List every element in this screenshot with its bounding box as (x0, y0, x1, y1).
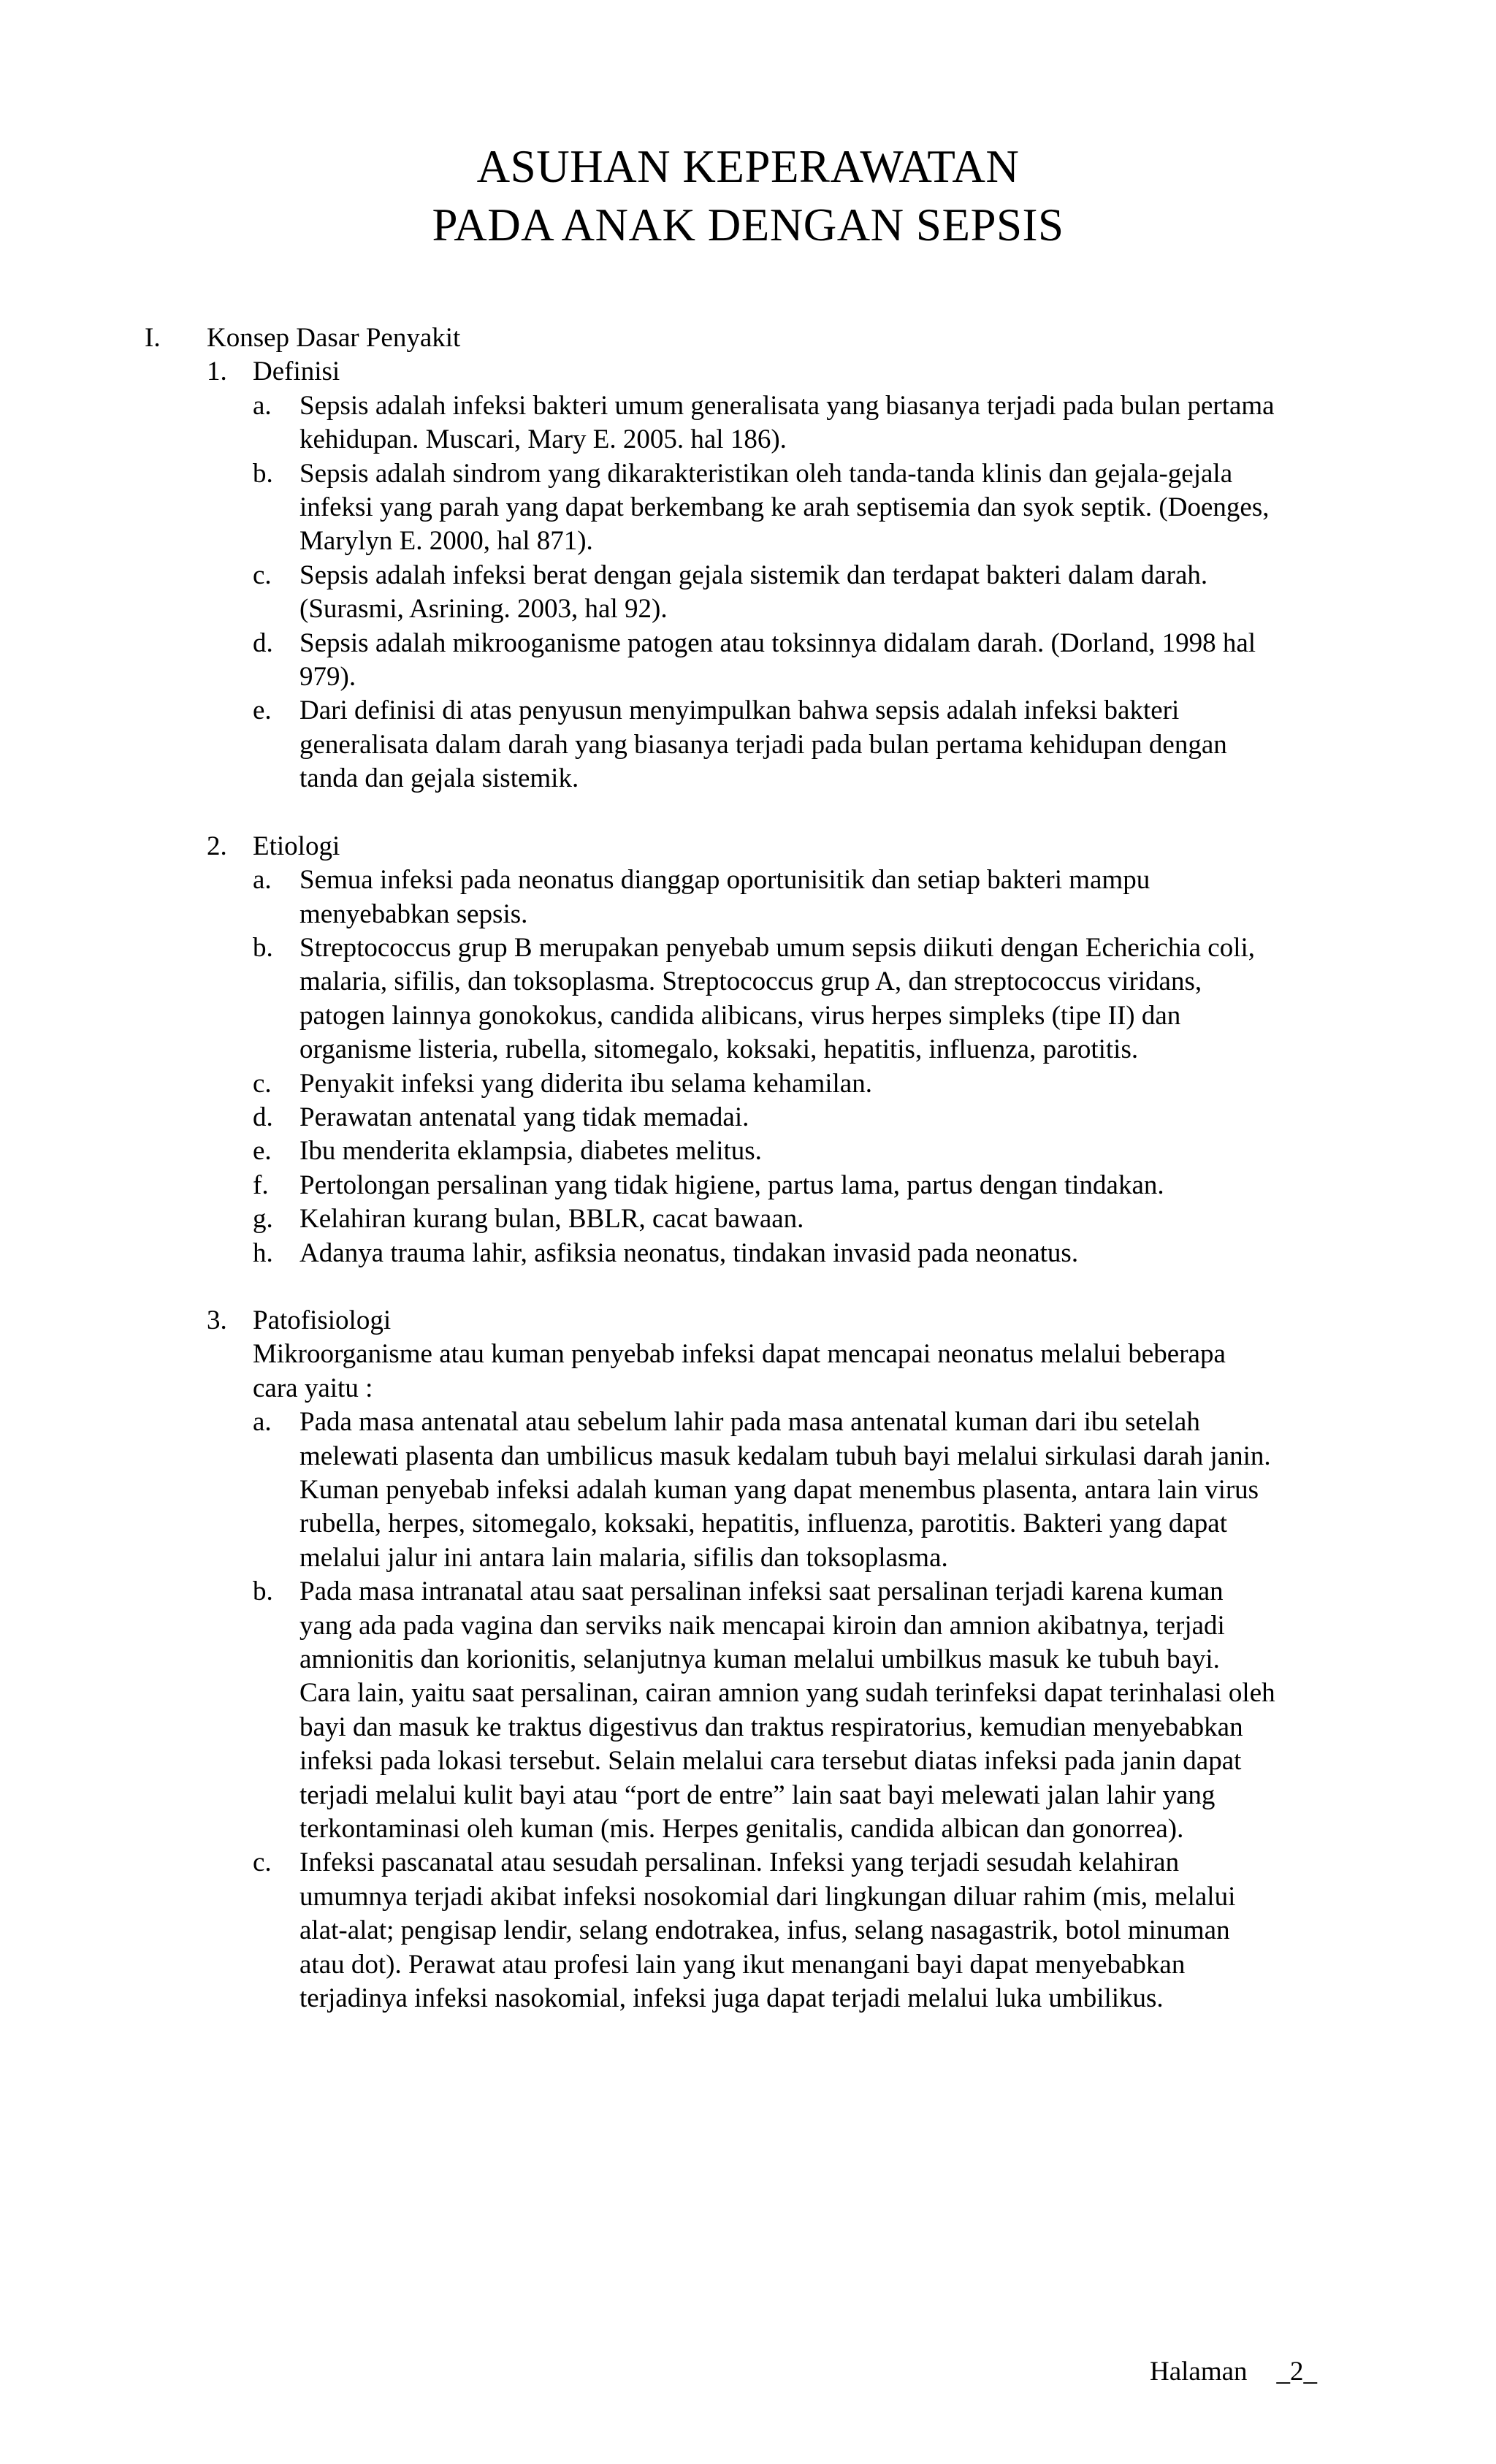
list-item-marker: h. (253, 1237, 273, 1268)
subsection-heading-row (0, 1304, 1496, 1338)
list-item-text (299, 1202, 1496, 1236)
list-item (0, 931, 1496, 1067)
list-item-marker: c. (253, 1847, 272, 1878)
document-body (0, 321, 1496, 2016)
list-item (0, 1237, 1496, 1270)
list-item-line: atau dot). Perawat atau profesi lain yang ikut menangani bayi dapat menyebabkan (299, 1949, 1186, 1980)
list-item-line: generalisata dalam darah yang biasanya terjadi pada bulan pertama kehidupan dengan (299, 729, 1227, 760)
list-item-line: Pada masa antenatal atau sebelum lahir pada masa antenatal kuman dari ibu setelah (299, 1407, 1200, 1438)
list-item-marker: c. (253, 1068, 272, 1099)
subsection-heading: Etiologi (253, 831, 340, 861)
list-item-marker: a. (253, 1407, 272, 1438)
list-item (0, 1169, 1496, 1202)
list-item-marker: b. (253, 458, 273, 489)
section-spacer (0, 1270, 1496, 1304)
list-item-line: alat-alat; pengisap lendir, selang endotrakea, infus, selang nasagastrik, botol minuman (299, 1915, 1230, 1946)
list-item-line: Streptococcus grup B merupakan penyebab umum sepsis diikuti dengan Echerichia coli, (299, 932, 1256, 963)
list-item-line: Penyakit infeksi yang diderita ibu selama kehamilan. (299, 1068, 872, 1099)
list-item-line: terjadinya infeksi nasokomial, infeksi juga dapat terjadi melalui luka umbilikus. (299, 1983, 1164, 2014)
list-item-text (299, 1101, 1496, 1134)
intro-line: cara yaitu : (253, 1373, 373, 1403)
list-item-line: Semua infeksi pada neonatus dianggap oportunisitik dan setiap bakteri mampu (299, 865, 1150, 896)
list-item-line: rubella, herpes, sitomegalo, koksaki, hepatitis, influenza, parotitis. Bakteri yang dapat (299, 1508, 1227, 1539)
list-item-line: Marylyn E. 2000, hal 871). (299, 526, 593, 557)
list-item-text (299, 1846, 1496, 2015)
list-item-text (299, 627, 1496, 695)
list-item-marker: a. (253, 865, 272, 896)
list-item (0, 1575, 1496, 1846)
list-item-text (299, 1067, 1496, 1101)
list-item-line: Ibu menderita eklampsia, diabetes melitus. (299, 1136, 762, 1167)
list-item-line: Sepsis adalah infeksi bakteri umum generalisata yang biasanya terjadi pada bulan pertama (299, 390, 1275, 421)
list-item-line: organisme listeria, rubella, sitomegalo, koksaki, hepatitis, influenza, parotitis. (299, 1034, 1139, 1065)
list-item-marker: f. (253, 1170, 269, 1200)
list-item-marker: d. (253, 628, 273, 658)
section-marker: I. (145, 323, 161, 353)
list-item-line: terkontaminasi oleh kuman (mis. Herpes genitalis, candida albican dan gonorrea). (299, 1814, 1184, 1845)
footer-label: Halaman (1150, 2357, 1248, 2387)
list-item-text (299, 389, 1496, 457)
list-item-line: melewati plasenta dan umbilicus masuk kedalam tubuh bayi melalui sirkulasi darah janin. (299, 1441, 1271, 1471)
list-item (0, 1405, 1496, 1575)
list-item-text (299, 457, 1496, 559)
list-item-marker: d. (253, 1102, 273, 1132)
section-heading-row (0, 321, 1496, 355)
list-item-line: amnionitis dan korionitis, selanjutnya kuman melalui umbilkus masuk ke tubuh bayi. (299, 1644, 1220, 1675)
section-heading: Konsep Dasar Penyakit (207, 323, 461, 353)
list-item-line: Adanya trauma lahir, asfiksia neonatus, tindakan invasid pada neonatus. (299, 1237, 1079, 1268)
list-item (0, 1067, 1496, 1101)
list-item-line: malaria, sifilis, dan toksoplasma. Streptococcus grup A, dan streptococcus viridans, (299, 966, 1202, 997)
list-item-line: Cara lain, yaitu saat persalinan, cairan amnion yang sudah terinfeksi dapat terinhalasi oleh (299, 1678, 1275, 1709)
list-item-line: 979). (299, 662, 356, 693)
subsection-heading-row (0, 355, 1496, 389)
subsection-marker: 3. (207, 1305, 227, 1335)
list-item-line: Pertolongan persalinan yang tidak higiene, partus lama, partus dengan tindakan. (299, 1170, 1164, 1200)
subsections (0, 355, 1496, 2015)
list-item-line: menyebabkan sepsis. (299, 899, 528, 929)
list-item-line: infeksi pada lokasi tersebut. Selain melalui cara tersebut diatas infeksi pada janin dapat (299, 1746, 1242, 1777)
document-title (0, 137, 1496, 254)
list-item (0, 1202, 1496, 1236)
list-item-line: terjadi melalui kulit bayi atau “port de entre” lain saat bayi melewati jalan lahir yang (299, 1780, 1216, 1810)
subsection-intro (253, 1338, 1496, 1405)
list-item (0, 1846, 1496, 2015)
list-item-marker: a. (253, 390, 272, 421)
list-item-text (299, 559, 1496, 627)
intro-line: Mikroorganisme atau kuman penyebab infeksi dapat mencapai neonatus melalui beberapa (253, 1339, 1226, 1370)
list-item-line: bayi dan masuk ke traktus digestivus dan traktus respiratorius, kemudian menyebabkan (299, 1712, 1243, 1742)
list-item-text (299, 1405, 1496, 1575)
list-item-text (299, 931, 1496, 1067)
list-item-line: (Surasmi, Asrining. 2003, hal 92). (299, 594, 668, 625)
subsection-heading: Patofisiologi (253, 1305, 392, 1335)
subsection-marker: 2. (207, 831, 227, 861)
list-item-line: tanda dan gejala sistemik. (299, 763, 579, 794)
list-item-text (299, 863, 1496, 931)
list-item-text (299, 1169, 1496, 1202)
list-item-line: Pada masa intranatal atau saat persalinan infeksi saat persalinan terjadi karena kuman (299, 1576, 1224, 1607)
list-item-text (299, 1575, 1496, 1846)
subsection-heading-row (0, 830, 1496, 863)
list-item-line: infeksi yang parah yang dapat berkembang ke arah septisemia dan syok septik. (Doenges, (299, 492, 1270, 523)
list-item-line: kehidupan. Muscari, Mary E. 2005. hal 186). (299, 424, 787, 455)
list-item-line: Dari definisi di atas penyusun menyimpulkan bahwa sepsis adalah infeksi bakteri (299, 695, 1180, 726)
list-item-line: Sepsis adalah infeksi berat dengan gejala sistemik dan terdapat bakteri dalam darah. (299, 560, 1208, 590)
list-item-line: patogen lainnya gonokokus, candida alibicans, virus herpes simpleks (tipe II) dan (299, 1000, 1181, 1031)
list-item-marker: c. (253, 560, 272, 590)
page-footer (1150, 2356, 1317, 2387)
list-item-line: Perawatan antenatal yang tidak memadai. (299, 1102, 749, 1132)
list-item (0, 389, 1496, 457)
list-item-marker: b. (253, 932, 273, 963)
list-item-line: yang ada pada vagina dan serviks naik mencapai kiroin dan amnion akibatnya, terjadi (299, 1610, 1225, 1641)
title-line-1: ASUHAN KEPERAWATAN (476, 141, 1020, 192)
list-item-line: Infeksi pascanatal atau sesudah persalinan. Infeksi yang terjadi sesudah kelahiran (299, 1847, 1180, 1878)
list-item-line: Sepsis adalah mikrooganisme patogen atau toksinnya didalam darah. (Dorland, 1998 hal (299, 628, 1256, 658)
list-item-text (299, 1237, 1496, 1270)
list-item-text (299, 694, 1496, 796)
subsection-heading: Definisi (253, 356, 340, 387)
list-item-marker: e. (253, 1136, 272, 1167)
list-item (0, 457, 1496, 559)
list-item (0, 863, 1496, 931)
subsection-marker: 1. (207, 356, 227, 387)
list-item-marker: b. (253, 1576, 273, 1607)
list-item (0, 694, 1496, 796)
list-item-text (299, 1134, 1496, 1168)
list-item-line: Kuman penyebab infeksi adalah kuman yang dapat menembus plasenta, antara lain virus (299, 1475, 1259, 1505)
title-line-2: PADA ANAK DENGAN SEPSIS (432, 199, 1064, 251)
list-item-marker: e. (253, 695, 272, 726)
list-item-marker: g. (253, 1204, 273, 1235)
page-number: _2_ (1276, 2357, 1318, 2387)
list-item-line: melalui jalur ini antara lain malaria, sifilis dan toksoplasma. (299, 1542, 948, 1573)
list-item (0, 1134, 1496, 1168)
list-item-line: Kelahiran kurang bulan, BBLR, cacat bawaan. (299, 1204, 804, 1235)
list-item (0, 559, 1496, 627)
list-item-line: umumnya terjadi akibat infeksi nosokomial dari lingkungan diluar rahim (mis, melalui (299, 1881, 1236, 1912)
list-item (0, 627, 1496, 695)
section-spacer (0, 796, 1496, 830)
list-item (0, 1101, 1496, 1134)
list-item-line: Sepsis adalah sindrom yang dikarakteristikan oleh tanda-tanda klinis dan gejala-gejala (299, 458, 1233, 489)
